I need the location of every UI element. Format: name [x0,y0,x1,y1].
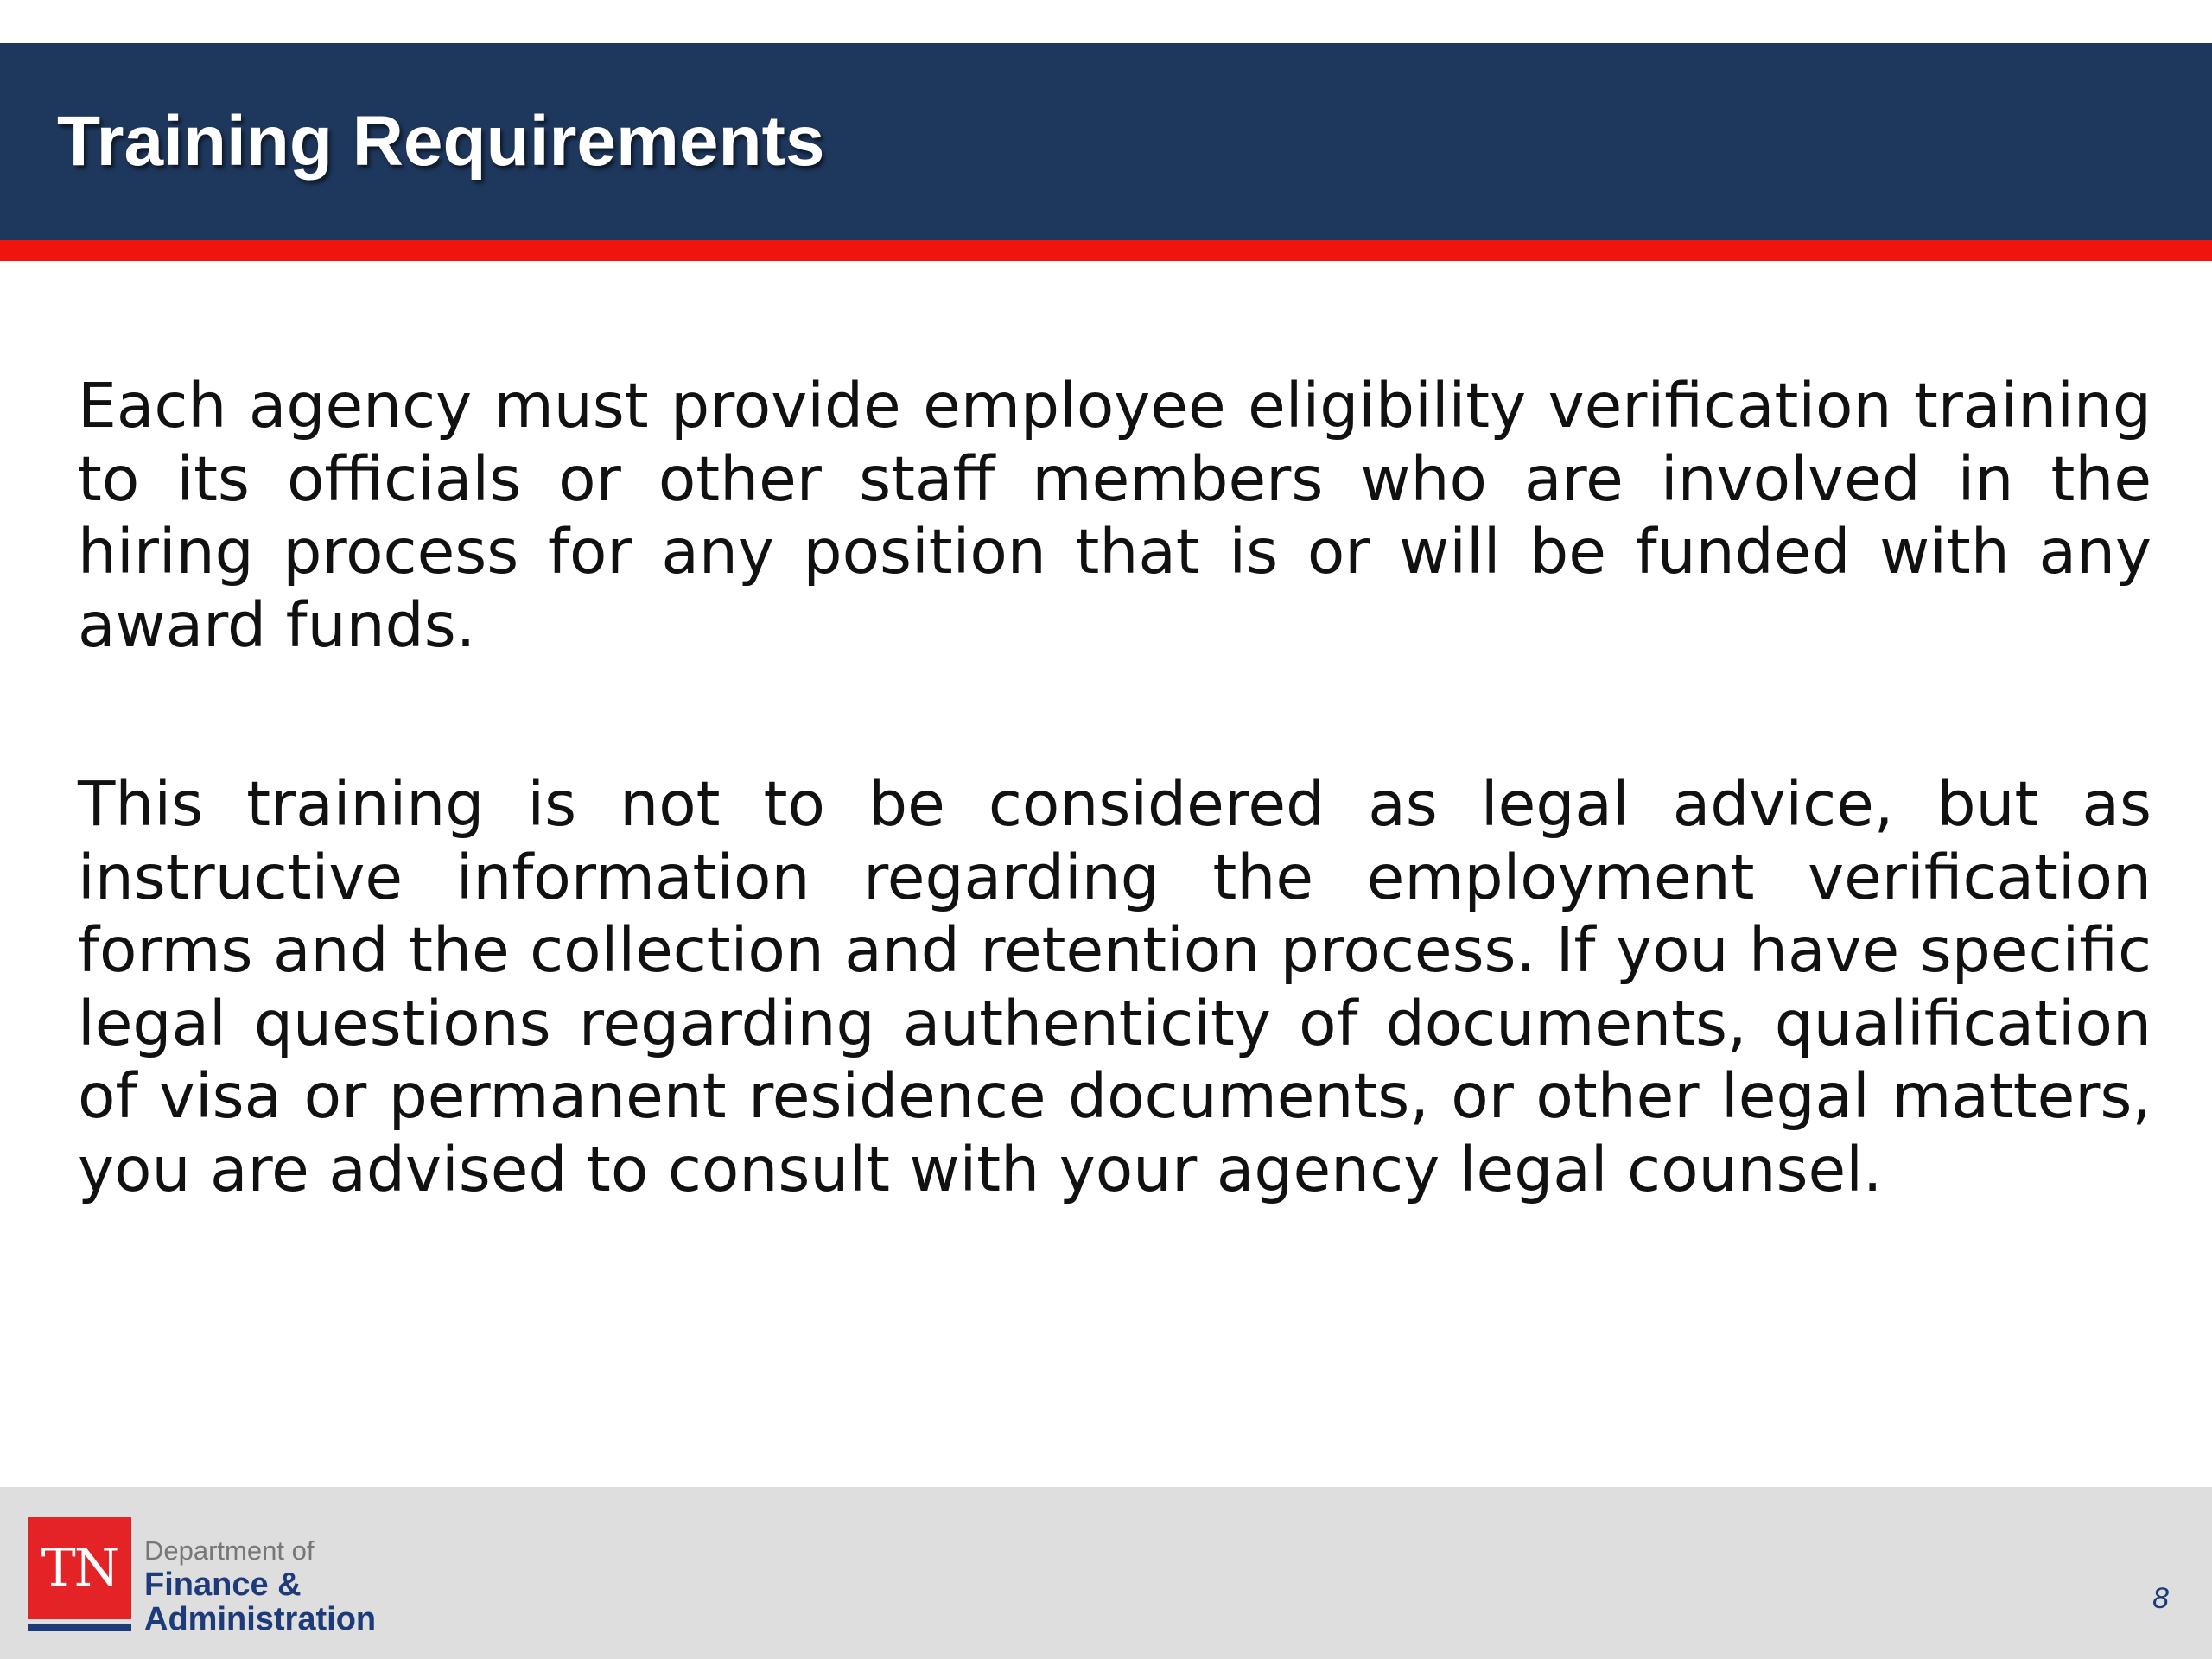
body-paragraph-2: This training is not to be considered as legal advice, but as instructive information regarding the employment verification forms and the collection and retention process. If you have specific legal questions regarding authenticity of documents, qualification of visa or permanent residence documents, or other legal matters, you are advised to consult with your agency legal counsel. [78,768,2152,1205]
logo-finance-label: Finance & [144,1567,302,1603]
tn-finance-administration-logo [28,1517,377,1638]
body-paragraph-1: Each agency must provide employee eligibility verification training to its officials or other staff members who are involved in the hiring process for any position that is or will be funded with any award funds. [78,370,2152,661]
logo-administration-label: Administration [144,1601,377,1637]
tn-logo-text: TN [41,1538,118,1599]
logo-department-label: Department of [144,1535,315,1566]
tn-logo-mark [28,1517,131,1619]
slide-title: Training Requirements [57,102,825,181]
tn-logo-underline [28,1624,131,1631]
header-accent-stripe [0,240,2212,261]
page-number: 8 [2152,1582,2169,1615]
